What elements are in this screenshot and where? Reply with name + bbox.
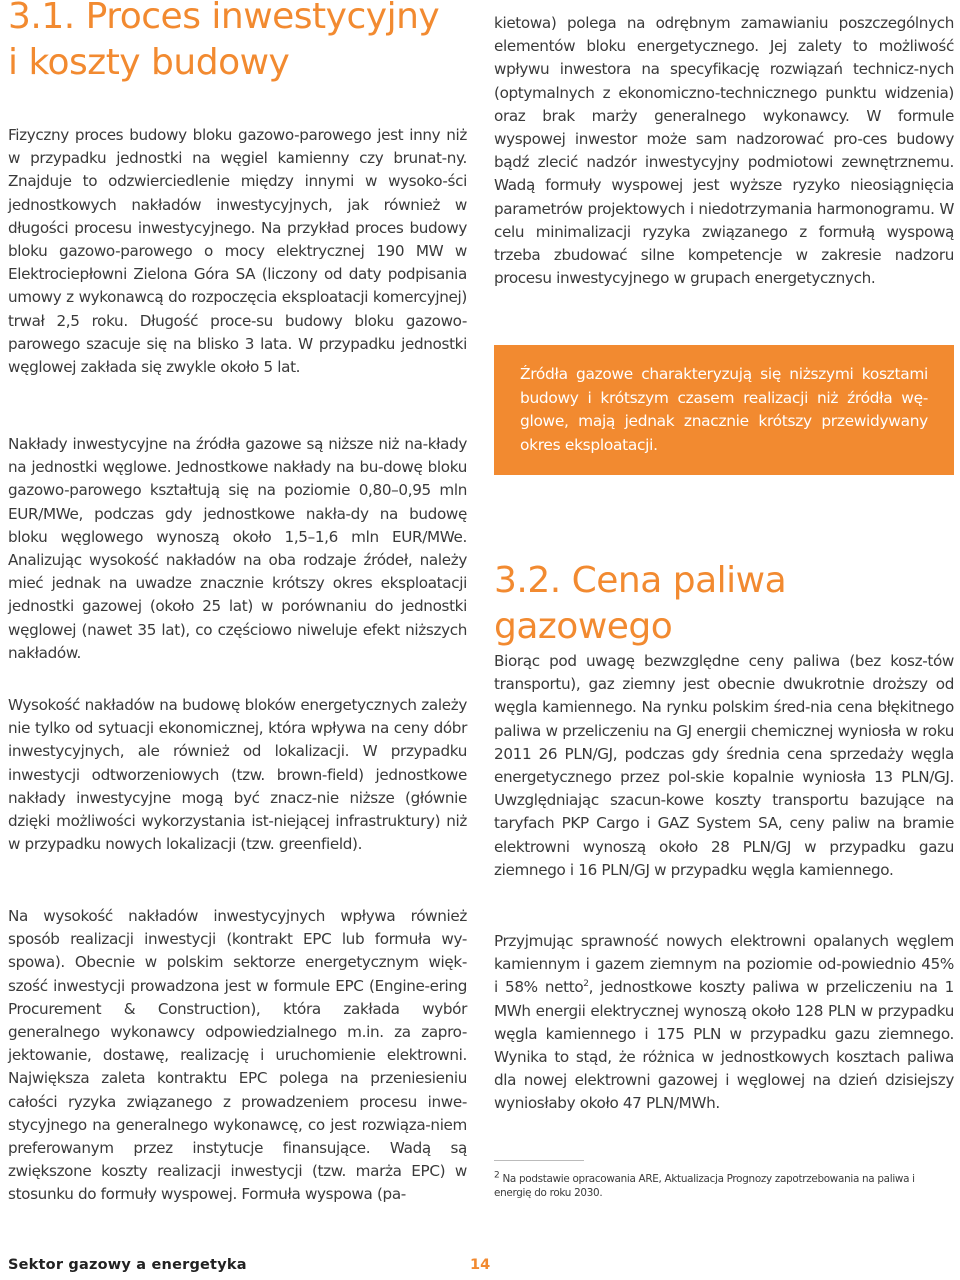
- paragraph-text: Wysokość nakładów na budowę bloków energetycznych zależy nie tylko od sytuacji ekonomicznej, która wpływa na ceny dóbr inwestycyjnych, ale również od lokalizacji. W przypadku inwestycji odtworzeniowych (tzw. brown-field) jednostkowe nakłady inwestycyjne mogą być znacz-nie niższe (głównie dzięki możliwości wykorzystania ist-niejącej infrastruktury) niż w przypadku nowych lokalizacji (tzw. greenfield).: [8, 696, 467, 854]
- paragraph-5: [494, 12, 954, 290]
- highlight-box: [494, 345, 954, 475]
- section-title-3-1-line2: i koszty budowy: [8, 42, 290, 83]
- footnote-reference[interactable]: 2: [583, 979, 589, 990]
- footnote-divider: [494, 1160, 584, 1161]
- paragraph-text: Nakłady inwestycyjne na źródła gazowe są niższe niż na-kłady na jednostki węglowe. Jednostkowe nakłady na bu-dowę bloku gazowo-parowego kształtują się na poziomie 0,80–0,95 mln EUR/MWe, podczas gdy jednostkowe nakła-dy na budowę bloku węglowego wynoszą około 1,5–1,6 mln EUR/MWe. Analizując wysokość nakładów na oba rodzaje źródeł, należy mieć jednak na uwadze znacznie krótszy okres eksploatacji jednostki gazowej (około 25 lat) w porównaniu do jednostki węglowej (nawet 35 lat), co częściowo niweluje efekt niższych nakładów.: [8, 435, 467, 662]
- paragraph-1: [8, 124, 467, 379]
- footnote: [494, 1172, 954, 1200]
- paragraph-4: [8, 905, 467, 1207]
- footnote-number: 2: [494, 1170, 500, 1181]
- paragraph-text: [494, 930, 954, 1116]
- paragraph-text: Biorąc pod uwagę bezwzględne ceny paliwa (bez kosz-tów transportu), gaz ziemny jest obecnie dwukrotnie droższy od węgla kamiennego. Na rynku polskim śred-nia cena błękitnego paliwa w przeliczeniu na GJ energii chemicznej wyniosła w roku 2011 26 PLN/GJ, podczas gdy średnia cena sprzedaży węgla energetycznego przez pol-skie kopalnie wyniosła 13 PLN/GJ. Uwzględniając szacun-kowe koszty transportu bazujące na taryfach PKP Cargo i GAZ System SA, ceny paliw na bramie elektrowni wynoszą około 28 PLN/GJ w przypadku gazu ziemnego i 16 PLN/GJ w przypadku węgla kamiennego.: [494, 652, 954, 879]
- paragraph-6: [494, 650, 954, 882]
- paragraph-2: [8, 433, 467, 665]
- footnote-text: Na podstawie opracowania ARE, Aktualizacja Prognozy zapotrzebowania na paliwa i energię do roku 2030.: [494, 1173, 915, 1199]
- paragraph-3: [8, 694, 467, 856]
- paragraph-text: Na wysokość nakładów inwestycyjnych wpływa również sposób realizacji inwestycji (kontrakt EPC lub formuła wy-spowa). Obecnie w polskim sektorze energetycznym więk-szość inwestycji prowadzona jest w formule EPC (Engine-ering Procurement & Construction), która zakłada wybór generalnego wykonawcy odpowiedzialnego m.in. za zapro-jektowanie, dostawę, realizację i uruchomienie elektrowni. Największa zaleta kontraktu EPC polega na przeniesieniu całości ryzyka związanego z prowadzeniem procesu inwe-stycyjnego na generalnego wykonawcę, co jest rozwiąza-niem preferowanym przez instytucje finansujące. Wadą są zwiększone koszty realizacji inwestycji (tzw. marża EPC) w stosunku do formuły wyspowej. Formuła wyspowa (pa-: [8, 907, 467, 1204]
- highlight-text: Źródła gazowe charakteryzują się niższymi kosztami budowy i krótszym czasem realizacji niż źródła wę-glowe, mają jednak znacznie krótszy przewidywany okres eksploatacji.: [520, 365, 928, 454]
- section-title-3-1-line1: 3.1. Proces inwestycyjny: [8, 0, 440, 37]
- section-title-3-2: 3.2. Cena paliwa gazowego: [494, 560, 787, 647]
- paragraph-7: [494, 930, 954, 1116]
- footer-publication-title: Sektor gazowy a energetyka: [8, 1257, 247, 1273]
- paragraph-text-part: , jednostkowe koszty paliwa w przeliczeniu na 1 MWh energii elektrycznej wynoszą około 128 PLN w przypadku węgla kamiennego i 175 PLN w przypadku gazu ziemnego. Wynika to stąd, że różnica w jednostkowych kosztach paliwa dla nowej elektrowni gazowej i węglowej na dzień dzisiejszy wyniosłaby około 47 PLN/MWh.: [494, 978, 954, 1113]
- paragraph-text: Fizyczny proces budowy bloku gazowo-parowego jest inny niż w przypadku jednostki na węgiel kamienny czy brunat-ny. Znajduje to odzwierciedlenie między innymi w wysoko-ści jednostkowych nakładów inwestycyjnych, jak również w długości procesu inwestycyjnego. Na przykład proces budowy bloku gazowo-parowego o mocy elektrycznej 190 MW w Elektrociepłowni Zielona Góra SA (liczony od daty podpisania umowy z wykonawcą do rozpoczęcia eksploatacji komercyjnej) trwał 2,5 roku. Długość proce-su budowy bloku gazowo-parowego szacuje się na blisko 3 lata. W przypadku jednostki węglowej zakłada się zwykle około 5 lat.: [8, 126, 467, 377]
- page-number: 14: [470, 1257, 491, 1273]
- paragraph-text: kietowa) polega na odrębnym zamawianiu poszczególnych elementów bloku energetycznego. Jej zalety to możliwość wpływu inwestora na specyfikację rozwiązań technicz-nych (optymalnych z ekonomiczno-technicznego punktu widzenia) oraz brak marży generalnego wykonawcy. W formule wyspowej inwestor może sam nadzorować pro-ces budowy bądź zlecić nadzór inwestycyjny podmiotowi zewnętrznemu. Wadą formuły wyspowej jest wyższe ryzyko nieosiągnięcia parametrów projektowych i niedotrzymania harmonogramu. W celu minimalizacji ryzyka związanego z formułą wyspową trzeba zbudować silne kompetencje w zakresie nadzoru procesu inwestycyjnego w grupach energetycznych.: [494, 14, 954, 288]
- paragraph-text-part: Przyjmując sprawność nowych elektrowni opalanych węglem kamiennym i gazem ziemnym na poziomie od-powiednio 45% i 58% netto: [494, 932, 954, 997]
- section-title-3-1: [8, 0, 467, 86]
